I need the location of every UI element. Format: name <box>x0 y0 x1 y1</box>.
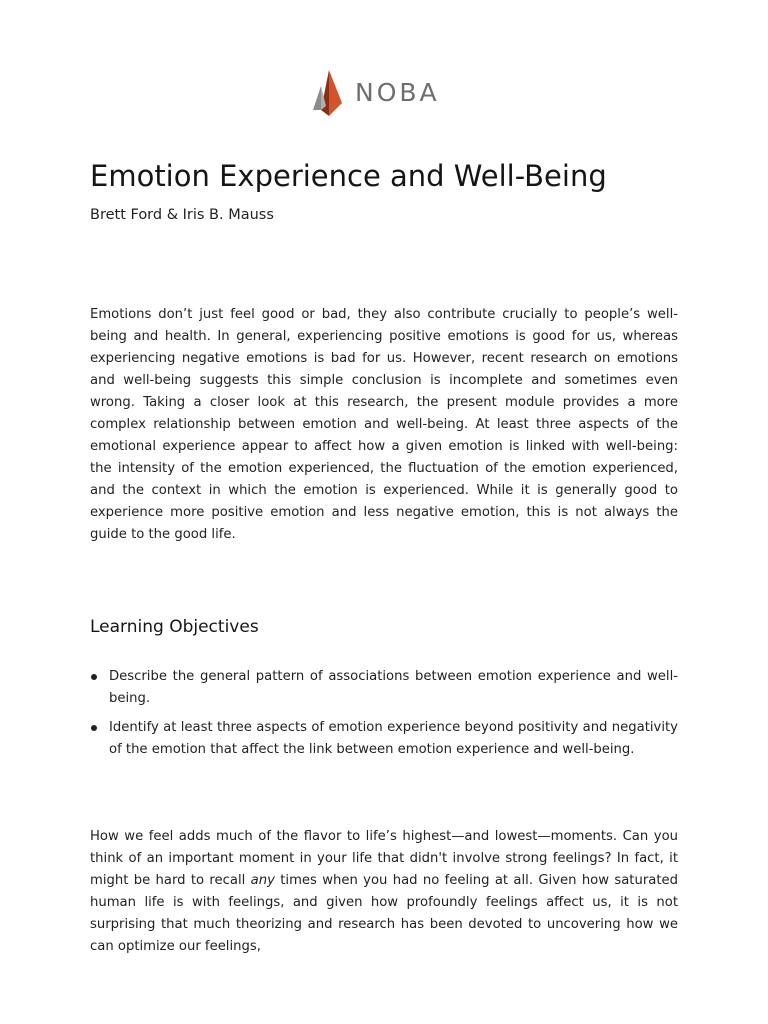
page-title: Emotion Experience and Well-Being <box>90 159 607 193</box>
learning-objectives-list <box>90 666 678 768</box>
noba-logo <box>313 70 440 116</box>
intro-emphasis: any <box>250 873 275 888</box>
authors: Brett Ford & Iris B. Mauss <box>90 207 274 223</box>
intro-text-end: times when you had no feeling at all. Given how saturated human life is with feelings, and given how profoundly feelings affect us, it is not surprising that much theorizing and research has been devoted to uncovering how we can optimize our feelings, <box>90 873 678 954</box>
noba-flame-icon <box>313 70 343 116</box>
bullet-icon <box>91 725 97 731</box>
learning-objective-item <box>90 717 678 761</box>
bullet-icon <box>91 674 97 680</box>
abstract-paragraph: Emotions don’t just feel good or bad, they also contribute crucially to people’s well-being and health. In general, experiencing positive emotions is good for us, whereas experiencing negative emotions is bad for us. However, recent research on emotions and well-being suggests this simple conclusion is incomplete and sometimes even wrong. Taking a closer look at this research, the present module provides a more complex relationship between emotion and well-being. At least three aspects of the emotional experience appear to affect how a given emotion is linked with well-being: the intensity of the emotion experienced, the fluctuation of the emotion experienced, and the context in which the emotion is experienced. While it is generally good to experience more positive emotion and less negative emotion, this is not always the guide to the good life. <box>90 307 678 542</box>
learning-objectives-heading: Learning Objectives <box>90 617 259 637</box>
intro-text-start: How we feel adds much of the flavor to life’s highest—and lowest—moments. Can you think of an important moment in your life that didn't involve strong feelings? In fact, it might be hard to recall <box>90 829 678 888</box>
learning-objective-text: Identify at least three aspects of emotion experience beyond positivity and negativity of the emotion that affect the link between emotion experience and well-being. <box>109 720 678 757</box>
intro-paragraph <box>90 826 678 958</box>
learning-objective-item <box>90 666 678 710</box>
noba-wordmark: NOBA <box>355 78 440 107</box>
learning-objective-text: Describe the general pattern of associations between emotion experience and well-being. <box>109 669 678 706</box>
